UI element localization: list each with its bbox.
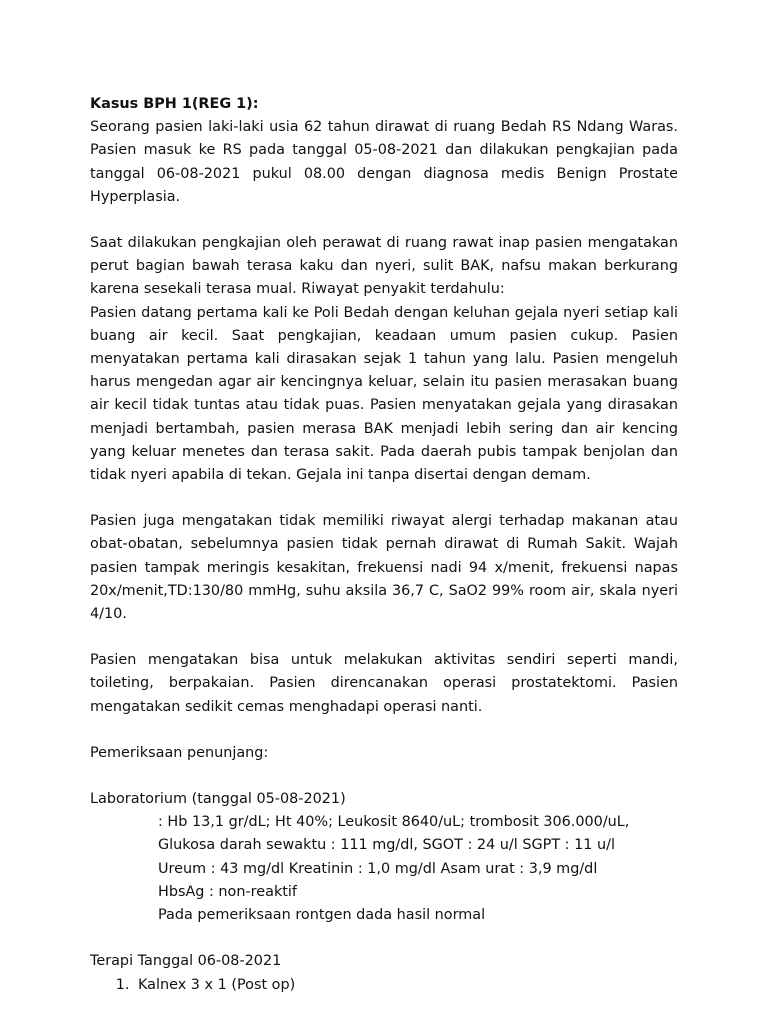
vitals-paragraph: Pasien juga mengatakan tidak memiliki riwayat alergi terhadap makanan atau obat-obatan, sebelumnya pasien tidak pernah dirawat di Rumah Sakit. Wajah pasien tampak meringis kesakitan, frekuensi nadi 94 x/menit, frekuensi napas 20x/menit,TD:130/80 mmHg, suhu aksila 36,7 C, SaO2 99% room air, skala nyeri 4/10. [90, 513, 678, 623]
document-content [90, 93, 678, 997]
assessment-paragraph: Saat dilakukan pengkajian oleh perawat di ruang rawat inap pasien mengatakan perut bagian bawah terasa kaku dan nyeri, sulit BAK, nafsu makan berkurang karena sesekali terasa mual. Riwayat penyakit terdahulu: [90, 235, 678, 298]
spacer [90, 626, 678, 649]
lab-line: Ureum : 43 mg/dl Kreatinin : 1,0 mg/dl Asam urat : 3,9 mg/dl [158, 860, 598, 877]
lab-line: Glukosa darah sewaktu : 111 mg/dl, SGOT : 24 u/l SGPT : 11 u/l [158, 837, 615, 854]
spacer [90, 719, 678, 742]
lab-line: Pada pemeriksaan rontgen dada hasil normal [158, 907, 486, 924]
spacer [90, 765, 678, 788]
case-title: Kasus BPH 1(REG 1): [90, 96, 259, 112]
supporting-exam-heading: Pemeriksaan penunjang: [90, 744, 269, 761]
lab-results [90, 811, 678, 927]
history-paragraph: Pasien datang pertama kali ke Poli Bedah dengan keluhan gejala nyeri setiap kali buang air kecil. Saat pengkajian, keadaan umum pasien cukup. Pasien menyatakan pertama kali dirasakan sejak 1 tahun yang lalu. Pasien mengeluh harus mengedan agar air kencingnya keluar, selain itu pasien merasakan buang air kecil tidak tuntas atau tidak puas. Pasien menyatakan gejala yang dirasakan menjadi bertambah, pasien merasa BAK menjadi lebih sering dan air kencing yang keluar menetes dan terasa sakit. Pada daerah pubis tampak benjolan dan tidak nyeri apabila di tekan. Gejala ini tanpa disertai dengan demam. [90, 304, 678, 484]
therapy-item: 1. Kalnex 3 x 1 (Post op) [134, 974, 678, 997]
case-intro: Seorang pasien laki-laki usia 62 tahun dirawat di ruang Bedah RS Ndang Waras. Pasien masuk ke RS pada tanggal 05-08-2021 dan dilakukan pengkajian pada tanggal 06-08-2021 pukul 08.00 dengan diagnosa medis Benign Prostate Hyperplasia. [90, 119, 678, 205]
activity-paragraph: Pasien mengatakan bisa untuk melakukan aktivitas sendiri seperti mandi, toileting, berpakaian. Pasien direncanakan operasi prostatektomi. Pasien mengatakan sedikit cemas menghadapi operasi nanti. [90, 652, 678, 715]
spacer [90, 209, 678, 232]
therapy-list [90, 974, 678, 997]
lab-line: HbsAg : non-reaktif [158, 883, 297, 900]
lab-heading: Laboratorium (tanggal 05-08-2021) [90, 791, 346, 808]
spacer [90, 927, 678, 950]
therapy-heading: Terapi Tanggal 06-08-2021 [90, 953, 282, 970]
spacer [90, 487, 678, 510]
lab-line: : Hb 13,1 gr/dL; Ht 40%; Leukosit 8640/uL; trombosit 306.000/uL, [158, 814, 630, 831]
